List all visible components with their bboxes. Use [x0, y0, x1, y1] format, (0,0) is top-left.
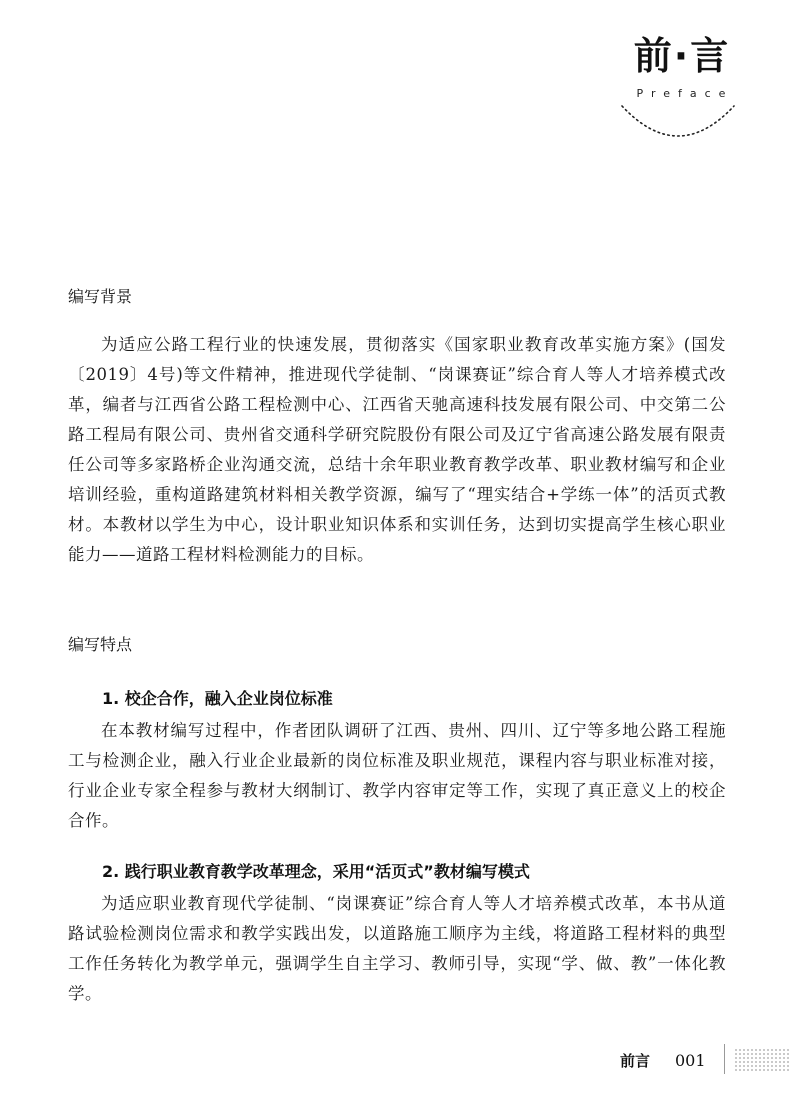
footer-dot-pattern — [734, 1048, 790, 1072]
page-subtitle: Preface — [636, 87, 734, 100]
page-number: 001 — [675, 1051, 706, 1070]
dotted-arc-ornament — [618, 100, 738, 150]
feature-1-paragraph: 在本教材编写过程中，作者团队调研了江西、贵州、四川、辽宁等多地公路工程施工与检测企业，融入行业企业最新的岗位标准及职业规范，课程内容与职业标准对接，行业企业专家全程参与教材大纲制订、教学内容审定等工作，实现了真正意义上的校企合作。 — [68, 721, 726, 830]
section-heading-background: 编写背景 — [68, 287, 133, 306]
feature-2-paragraph: 为适应职业教育现代学徒制、“岗课赛证”综合育人等人才培养模式改革，本书从道路试验检测岗位需求和教学实践出发，以道路施工顺序为主线，将道路工程材料的典型工作任务转化为教学单元，强调学生自主学习、教师引导，实现“学、做、教”一体化教学。 — [68, 894, 726, 1003]
page-title: 前·言 — [633, 34, 731, 78]
background-paragraph: 为适应公路工程行业的快速发展，贯彻落实《国家职业教育改革实施方案》(国发〔2019〕4号)等文件精神，推进现代学徒制、“岗课赛证”综合育人等人才培养模式改革，编者与江西省公路工程检测中心、江西省天驰高速科技发展有限公司、中交第二公路工程局有限公司、贵州省交通科学研究院股份有限公司及辽宁省高速公路发展有限责任公司等多家路桥企业沟通交流，总结十余年职业教育教学改革、职业教材编写和企业培训经验，重构道路建筑材料相关教学资源，编写了“理实结合+学练一体”的活页式教材。本教材以学生为中心，设计职业知识体系和实训任务，达到切实提高学生核心职业能力——道路工程材料检测能力的目标。 — [68, 335, 726, 564]
feature-2-title: 2. 践行职业教育教学改革理念，采用“活页式”教材编写模式 — [102, 862, 530, 881]
footer-divider — [724, 1044, 725, 1074]
section-heading-features: 编写特点 — [68, 635, 133, 654]
feature-1-title: 1. 校企合作，融入企业岗位标准 — [102, 689, 333, 708]
footer-label: 前言 — [620, 1052, 651, 1070]
